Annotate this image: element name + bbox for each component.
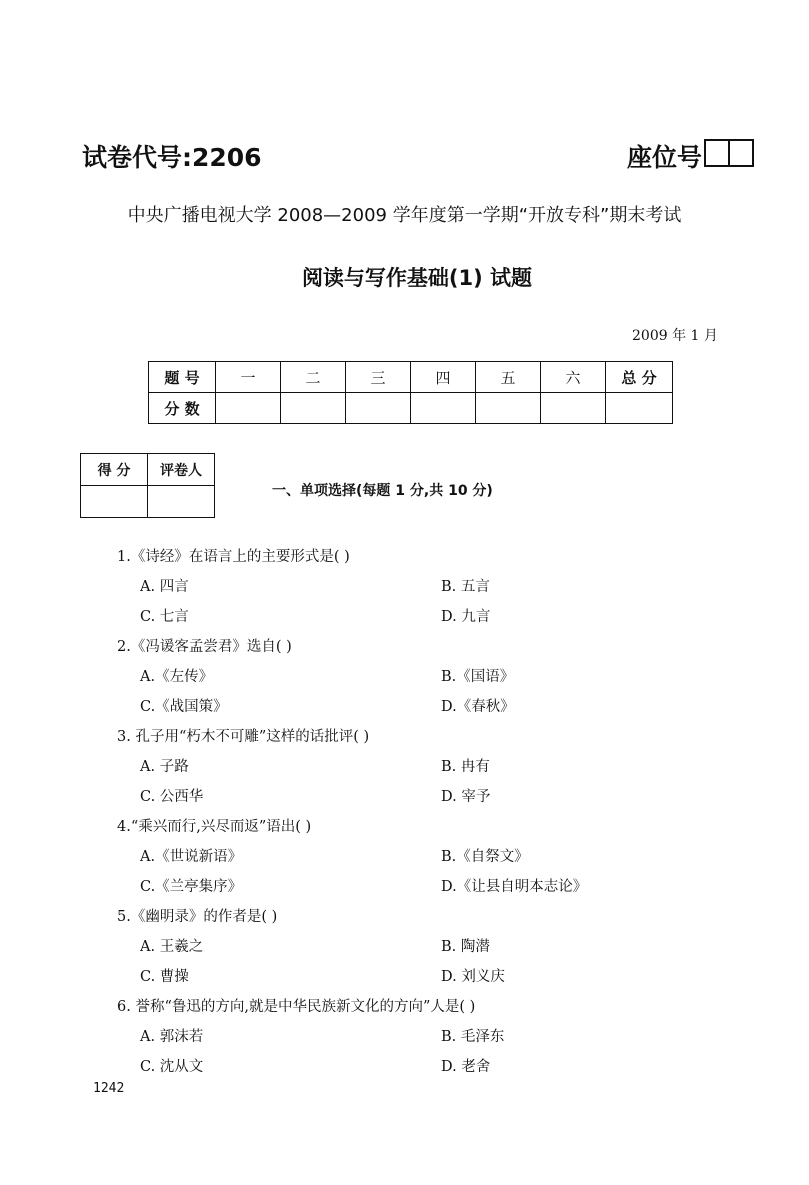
page-number: 1242 [93, 1081, 125, 1096]
grader-name-cell[interactable] [148, 486, 215, 518]
seat-number-label: 座位号 [627, 143, 703, 172]
exam-date: 2009 年 1 月 [632, 328, 718, 344]
seat-box [704, 139, 730, 167]
question-stem: 1.《诗经》在语言上的主要形式是( ) [117, 549, 350, 565]
question-stem: 3. 孔子用“朽木不可雕”这样的话批评( ) [117, 729, 370, 745]
option-d: D.《春秋》 [441, 699, 515, 715]
score-cell[interactable] [346, 393, 411, 424]
score-header-cell: 题 号 [149, 362, 216, 393]
grader-score-label: 得 分 [81, 454, 148, 486]
question-stem: 4.“乘兴而行,兴尽而返”语出( ) [117, 819, 312, 835]
option-b: B. 五言 [441, 579, 490, 595]
option-a: A. 郭沫若 [140, 1029, 204, 1045]
option-d: D. 宰予 [441, 789, 491, 805]
question-stem: 2.《冯谖客孟尝君》选自( ) [117, 639, 292, 655]
score-header-cell: 六 [541, 362, 606, 393]
option-c: C. 曹操 [140, 969, 189, 985]
seat-box [728, 139, 754, 167]
option-c: C. 公西华 [140, 789, 204, 805]
exam-title: 阅读与写作基础(1) 试题 [301, 266, 533, 290]
paper-code: 试卷代号:2206 [82, 143, 262, 172]
seat-number-boxes [706, 139, 754, 167]
option-d: D.《让县自明本志论》 [441, 879, 588, 895]
option-c: C.《兰亭集序》 [140, 879, 243, 895]
score-table [148, 361, 673, 424]
option-a: A. 四言 [140, 579, 189, 595]
score-cell[interactable] [216, 393, 281, 424]
score-header-cell: 总 分 [606, 362, 673, 393]
option-b: B.《自祭文》 [441, 849, 529, 865]
option-a: A.《世说新语》 [140, 849, 243, 865]
option-b: B. 毛泽东 [441, 1029, 505, 1045]
score-cell[interactable] [411, 393, 476, 424]
option-a: A.《左传》 [140, 669, 214, 685]
section-title: 一、单项选择(每题 1 分,共 10 分) [272, 483, 493, 499]
option-a: A. 王羲之 [140, 939, 204, 955]
option-d: D. 刘义庆 [441, 969, 505, 985]
option-b: B. 陶潜 [441, 939, 490, 955]
option-b: B. 冉有 [441, 759, 490, 775]
grader-score-cell[interactable] [81, 486, 148, 518]
option-c: C.《战国策》 [140, 699, 228, 715]
score-header-cell: 一 [216, 362, 281, 393]
score-cell[interactable] [476, 393, 541, 424]
question-stem: 5.《幽明录》的作者是( ) [117, 909, 278, 925]
option-a: A. 子路 [140, 759, 189, 775]
score-row-label: 分 数 [149, 393, 216, 424]
option-c: C. 七言 [140, 609, 189, 625]
score-header-cell: 二 [281, 362, 346, 393]
option-d: D. 老舍 [441, 1059, 491, 1075]
score-cell[interactable] [541, 393, 606, 424]
score-header-cell: 三 [346, 362, 411, 393]
score-table-score-row [149, 393, 673, 424]
option-b: B.《国语》 [441, 669, 515, 685]
question-stem: 6. 誉称“鲁迅的方向,就是中华民族新文化的方向”人是( ) [117, 999, 476, 1015]
option-d: D. 九言 [441, 609, 491, 625]
score-cell[interactable] [281, 393, 346, 424]
score-cell[interactable] [606, 393, 673, 424]
score-table-header-row [149, 362, 673, 393]
grader-table [80, 453, 215, 518]
score-header-cell: 四 [411, 362, 476, 393]
grader-name-label: 评卷人 [148, 454, 215, 486]
option-c: C. 沈从文 [140, 1059, 204, 1075]
score-header-cell: 五 [476, 362, 541, 393]
exam-heading: 中央广播电视大学 2008—2009 学年度第一学期“开放专科”期末考试 [127, 205, 682, 226]
